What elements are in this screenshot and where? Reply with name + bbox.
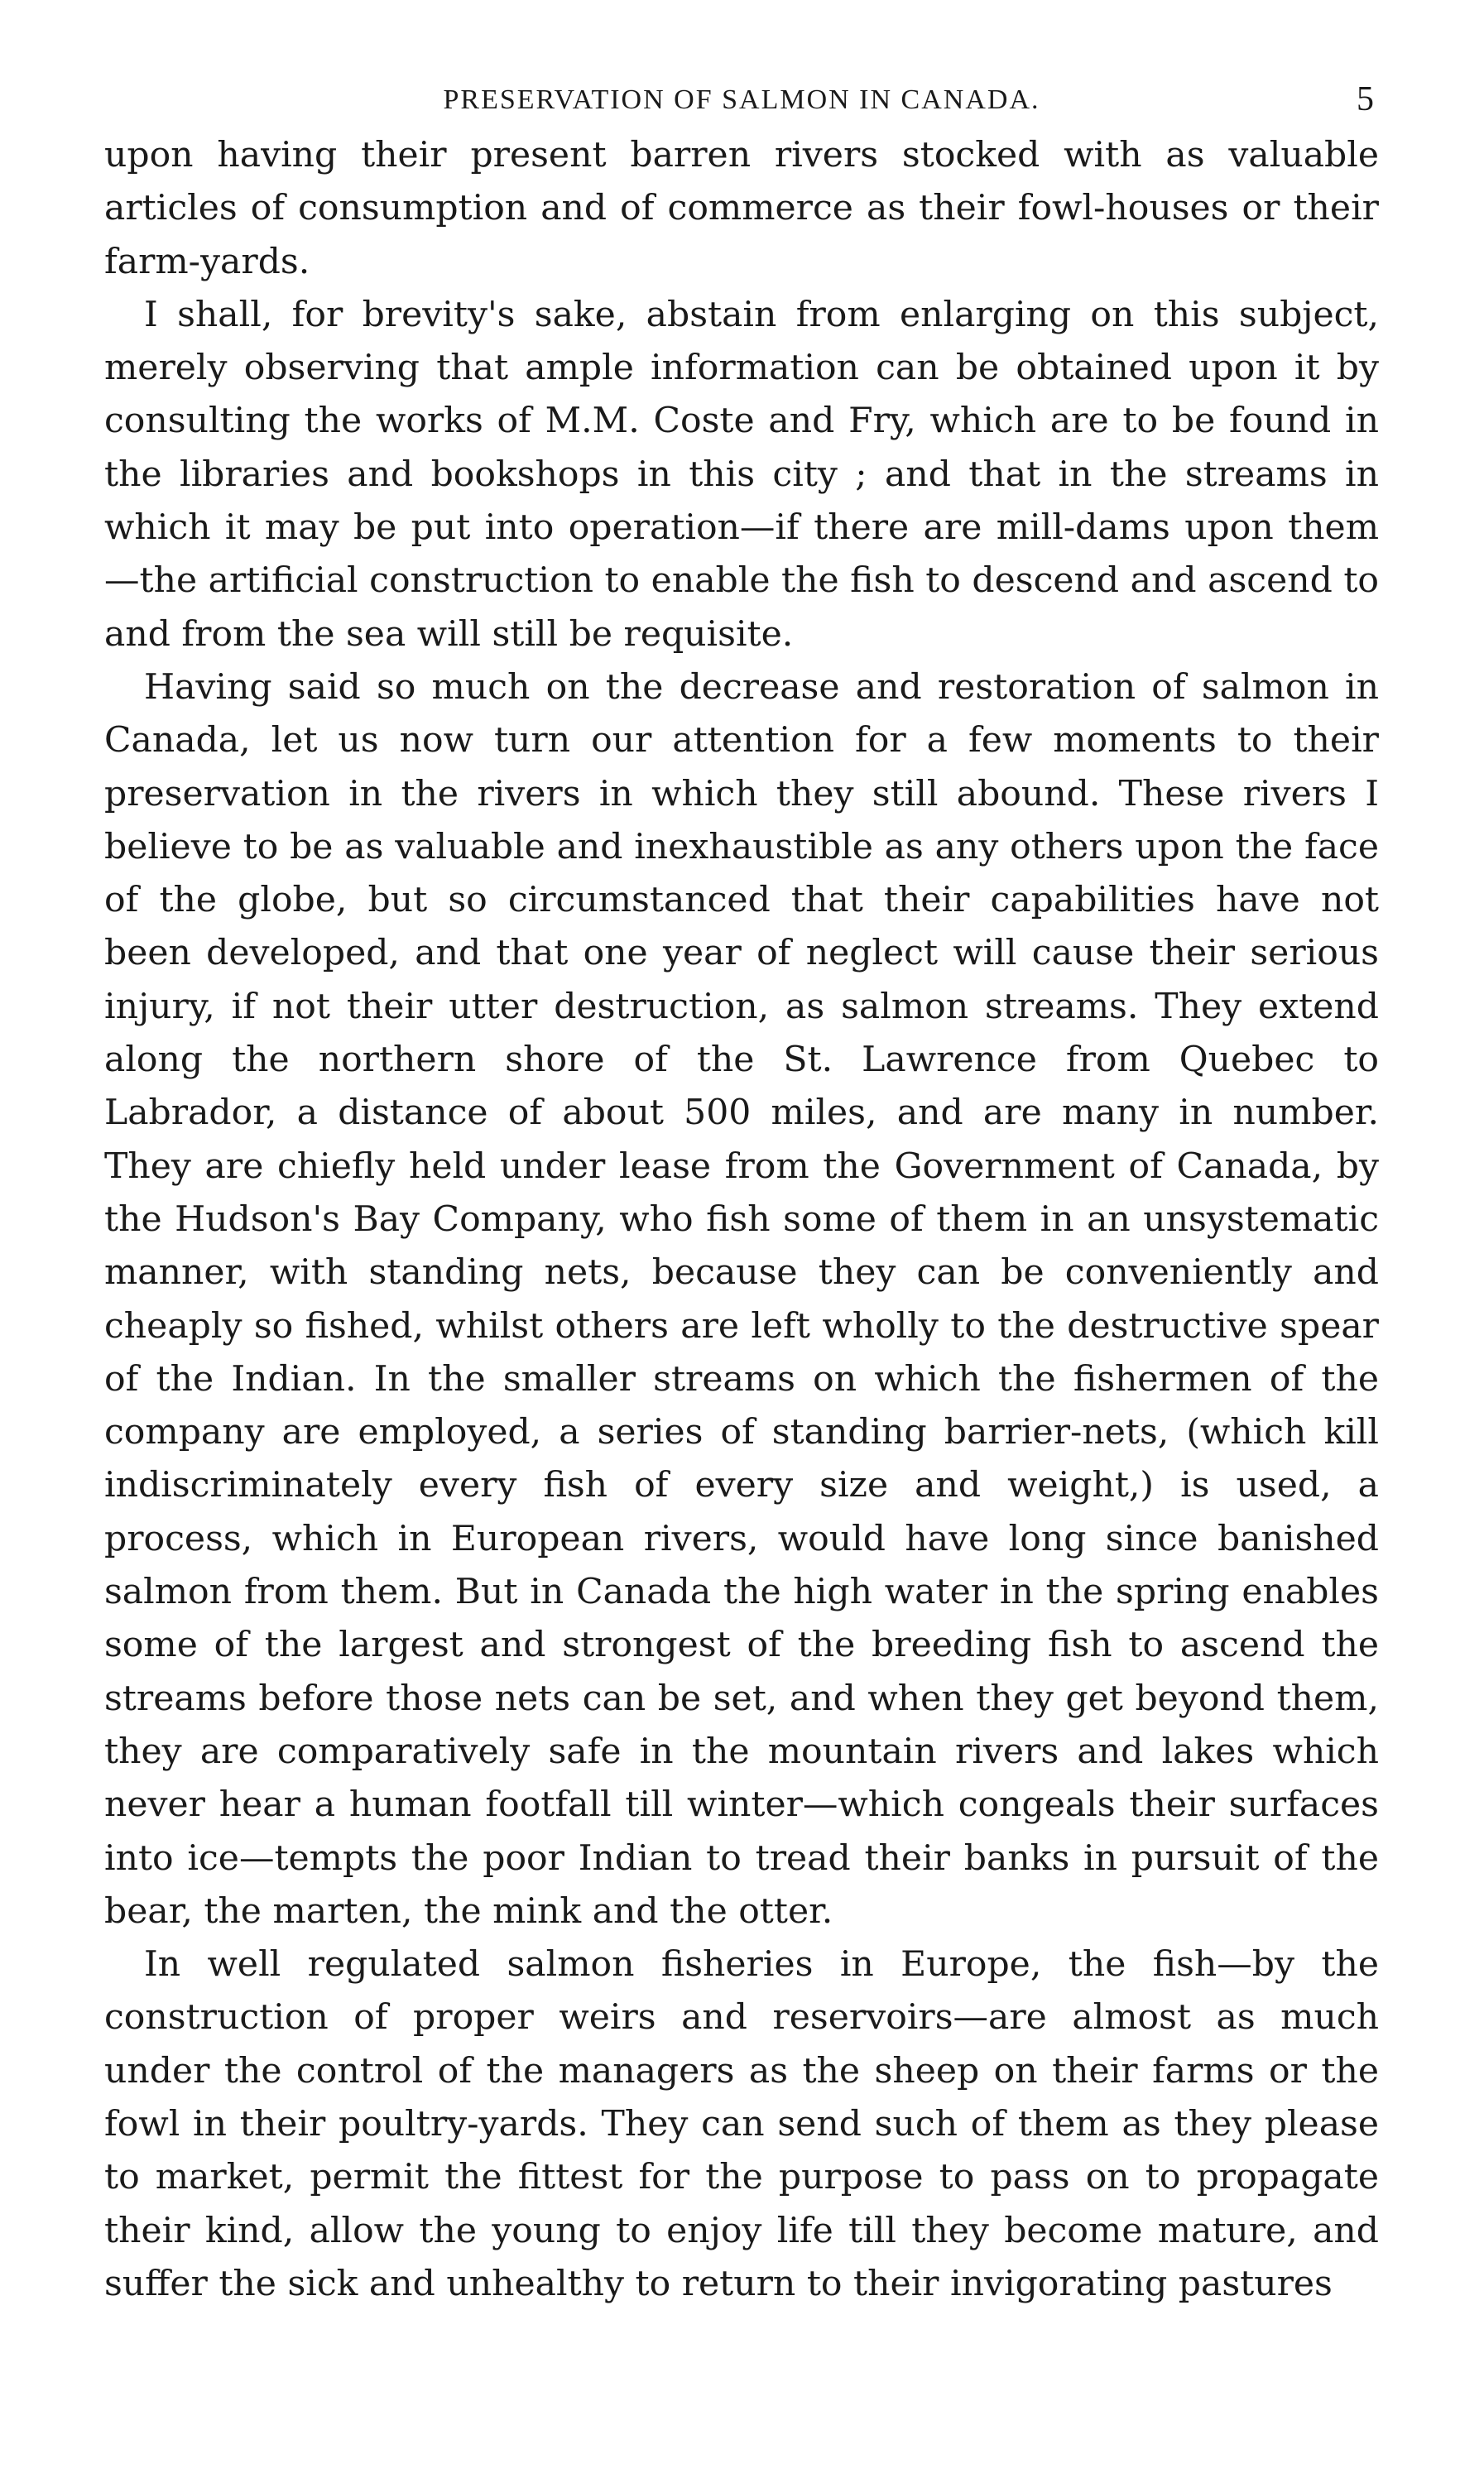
book-page xyxy=(104,79,1379,2311)
body-text xyxy=(104,129,1379,2311)
running-head xyxy=(104,79,1379,129)
paragraph: Having said so much on the decrease and restoration of salmon in Canada, let us now turn our attention for a few moments to their preservation in the rivers in which they still abound. These rivers I believe to be as valuable and inexhaustible as any others upon the face of the globe, but so circumstanced that their capabilities have not been developed, and that one year of neglect will cause their serious injury, if not their utter destruction, as salmon streams. They extend along the northern shore of the St. Lawrence from Quebec to Labrador, a distance of about 500 miles, and are many in number. They are chiefly held under lease from the Government of Canada, by the Hudson's Bay Company, who fish some of them in an unsystematic manner, with standing nets, because they can be conveniently and cheaply so fished, whilst others are left wholly to the destructive spear of the Indian. In the smaller streams on which the fishermen of the company are employed, a series of standing barrier-nets, (which kill indiscriminately every fish of every size and weight,) is used, a process, which in European rivers, would have long since banished salmon from them. But in Canada the high water in the spring enables some of the largest and strongest of the breeding fish to ascend the streams before those nets can be set, and when they get beyond them, they are comparatively safe in the mountain rivers and lakes which never hear a human footfall till winter—which congeals their surfaces into ice—tempts the poor Indian to tread their banks in pursuit of the bear, the marten, the mink and the otter. xyxy=(104,666,1379,1932)
running-title: PRESERVATION OF SALMON IN CANADA. xyxy=(443,84,1040,115)
paragraph: I shall, for brevity's sake, abstain from enlarging on this subject, merely observing that ample information can be obtained upon it by consulting the works of M.M. Coste and Fry, which are to be found in the libraries and bookshops in this city ; and that in the streams in which it may be put into operation—if there are mill-dams upon them—the artificial construction to enable the fish to descend and ascend to and from the sea will still be requisite. xyxy=(104,294,1379,655)
page-number: 5 xyxy=(1357,80,1376,118)
paragraph: In well regulated salmon fisheries in Europe, the fish—by the construction of proper weirs and reservoirs—are almost as much under the control of the managers as the sheep on their farms or the fowl in their poultry-yards. They can send such of them as they please to market, permit the fittest for the purpose to pass on to propagate their kind, allow the young to enjoy life till they become mature, and suffer the sick and unhealthy to return to their invigorating pastures xyxy=(104,1944,1379,2304)
paragraph-continuation: upon having their present barren rivers stocked with as valuable articles of consumption and of commerce as their fowl-houses or their farm-yards. xyxy=(104,135,1379,282)
